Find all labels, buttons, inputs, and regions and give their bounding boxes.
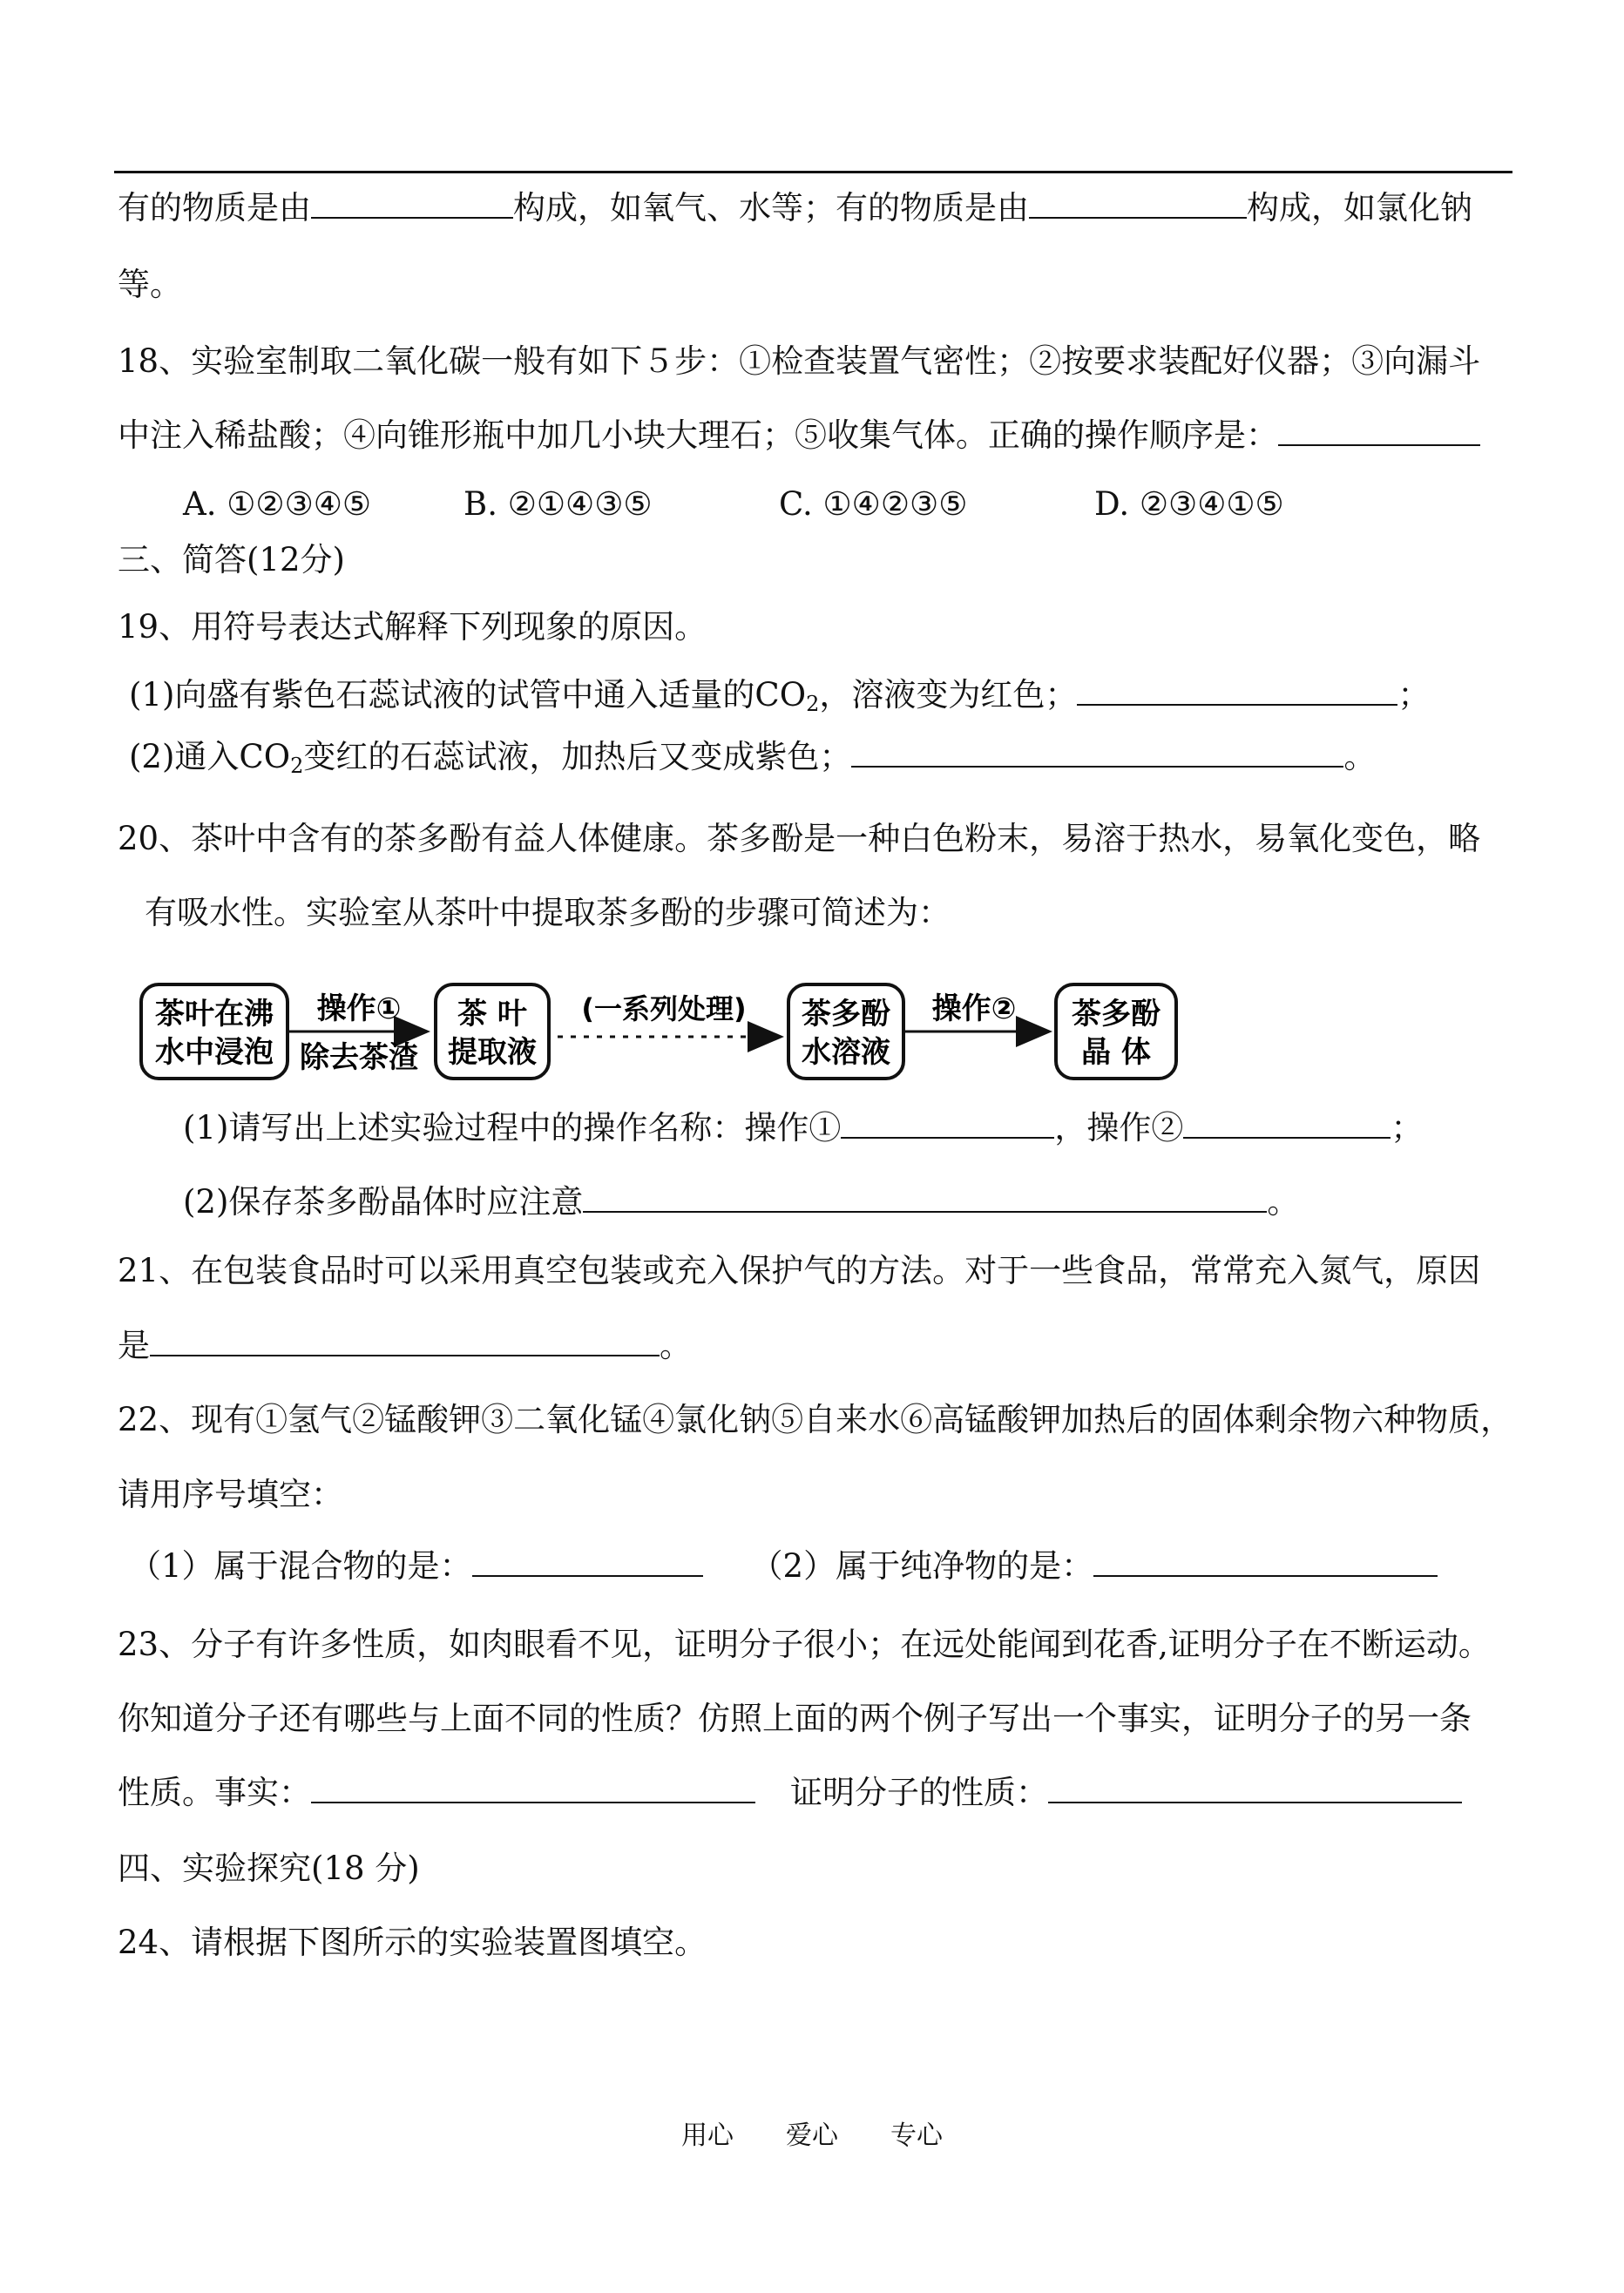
q20-sub2: (2)保存茶多酚晶体时应注意 。 <box>183 1183 1300 1221</box>
section-4-heading: 四、实验探究(18 分) <box>118 1850 420 1887</box>
page-footer <box>0 2114 1624 2152</box>
q20-line1: 20、茶叶中含有的茶多酚有益人体健康。茶多酚是一种白色粉末，易溶于热水，易氧化变色，略 <box>118 820 1481 857</box>
q23-line1: 23、分子有许多性质，如肉眼看不见，证明分子很小；在远处能闻到花香,证明分子在不断运动。 <box>118 1626 1491 1663</box>
q19-sub2: (2)通入$CO_2$变红的石蕊试液，加热后又变成紫色； 。 <box>129 738 1377 778</box>
flow-box3-line1: 茶多酚 <box>802 997 890 1032</box>
section-3-heading: 三、简答(12分) <box>118 541 345 578</box>
flow-box3-line2: 水溶液 <box>802 1035 890 1070</box>
flow-box1-line1: 茶叶在沸 <box>155 997 274 1032</box>
answer-blank[interactable] <box>150 1325 660 1356</box>
flow-arrow3-top: 操作② <box>931 991 1017 1026</box>
q18-line1: 18、实验室制取二氧化碳一般有如下５步：①检查装置气密性；②按要求装配好仪器；③向漏斗 <box>118 342 1481 380</box>
answer-blank[interactable] <box>1093 1546 1438 1577</box>
answer-blank[interactable] <box>311 1772 755 1803</box>
footer-word-2: 爱心 <box>786 2121 838 2151</box>
q23-line2: 你知道分子还有哪些与上面不同的性质？仿照上面的两个例子写出一个事实，证明分子的另一条 <box>118 1700 1472 1737</box>
process-flow-diagram <box>131 971 1202 1093</box>
flow-arrow1-bottom: 除去茶渣 <box>300 1040 418 1075</box>
answer-blank[interactable] <box>472 1546 703 1577</box>
q20-line2: 有吸水性。实验室从茶叶中提取茶多酚的步骤可简述为： <box>145 894 951 931</box>
q19-sub1: (1)向盛有紫色石蕊试液的试管中通入适量的$CO_2$，溶液变为红色； ； <box>129 676 1431 716</box>
flow-box4-line1: 茶多酚 <box>1072 997 1160 1032</box>
q22-line2: 请用序号填空： <box>118 1476 343 1513</box>
flow-arrow1-top: 操作① <box>316 991 402 1026</box>
header-rule <box>114 171 1512 173</box>
q20-sub1: (1)请写出上述实验过程中的操作名称：操作① ，操作② ； <box>183 1109 1424 1146</box>
q23-line3: 性质。事实： 证明分子的性质： <box>118 1771 1462 1815</box>
q17-line: 有的物质是由 构成，如氧气、水等；有的物质是由 构成，如氯化钠 <box>118 189 1472 227</box>
q18-options <box>183 483 1284 526</box>
answer-blank[interactable] <box>1183 1107 1391 1139</box>
answer-blank[interactable] <box>311 187 513 219</box>
q22-line1: 22、现有①氢气②锰酸钾③二氧化锰④氯化钠⑤自来水⑥高锰酸钾加热后的固体剩余物六种物质， <box>118 1401 1513 1438</box>
q19-title: 19、用符号表达式解释下列现象的原因。 <box>118 608 707 646</box>
option-b[interactable]: B. ②①④③⑤ <box>464 485 653 523</box>
footer-word-3: 专心 <box>890 2121 943 2151</box>
flow-arrow2-top: (一系列处理) <box>581 992 747 1025</box>
answer-blank[interactable] <box>851 736 1343 768</box>
answer-blank[interactable] <box>1048 1772 1462 1803</box>
answer-blank[interactable] <box>1077 674 1397 706</box>
q18-line2: 中注入稀盐酸；④向锥形瓶中加几小块大理石；⑤收集气体。正确的操作顺序是： <box>118 414 1480 457</box>
footer-word-1: 用心 <box>681 2121 734 2151</box>
option-c[interactable]: C. ①④②③⑤ <box>779 485 968 523</box>
q24-text: 24、请根据下图所示的实验装置图填空。 <box>118 1924 707 1961</box>
q22-answers: （1）属于混合物的是： （2）属于纯净物的是： <box>129 1545 1438 1588</box>
answer-blank[interactable] <box>1029 187 1247 219</box>
flow-box2-line1: 茶 叶 <box>457 997 527 1032</box>
option-d[interactable]: D. ②③④①⑤ <box>1094 485 1284 523</box>
flow-box2-line2: 提取液 <box>448 1035 537 1070</box>
answer-blank[interactable] <box>841 1107 1054 1139</box>
flow-box1-line2: 水中浸泡 <box>155 1035 274 1070</box>
flow-box4-line2: 晶 体 <box>1081 1035 1151 1070</box>
q21-line2: 是 。 <box>118 1327 692 1364</box>
q17-line-end: 等。 <box>118 266 182 303</box>
option-a[interactable]: A. ①②③④⑤ <box>183 485 372 523</box>
answer-blank[interactable] <box>1278 415 1480 446</box>
answer-blank[interactable] <box>583 1181 1267 1213</box>
q21-line1: 21、在包装食品时可以采用真空包装或充入保护气的方法。对于一些食品，常常充入氮气，原因 <box>118 1252 1481 1289</box>
